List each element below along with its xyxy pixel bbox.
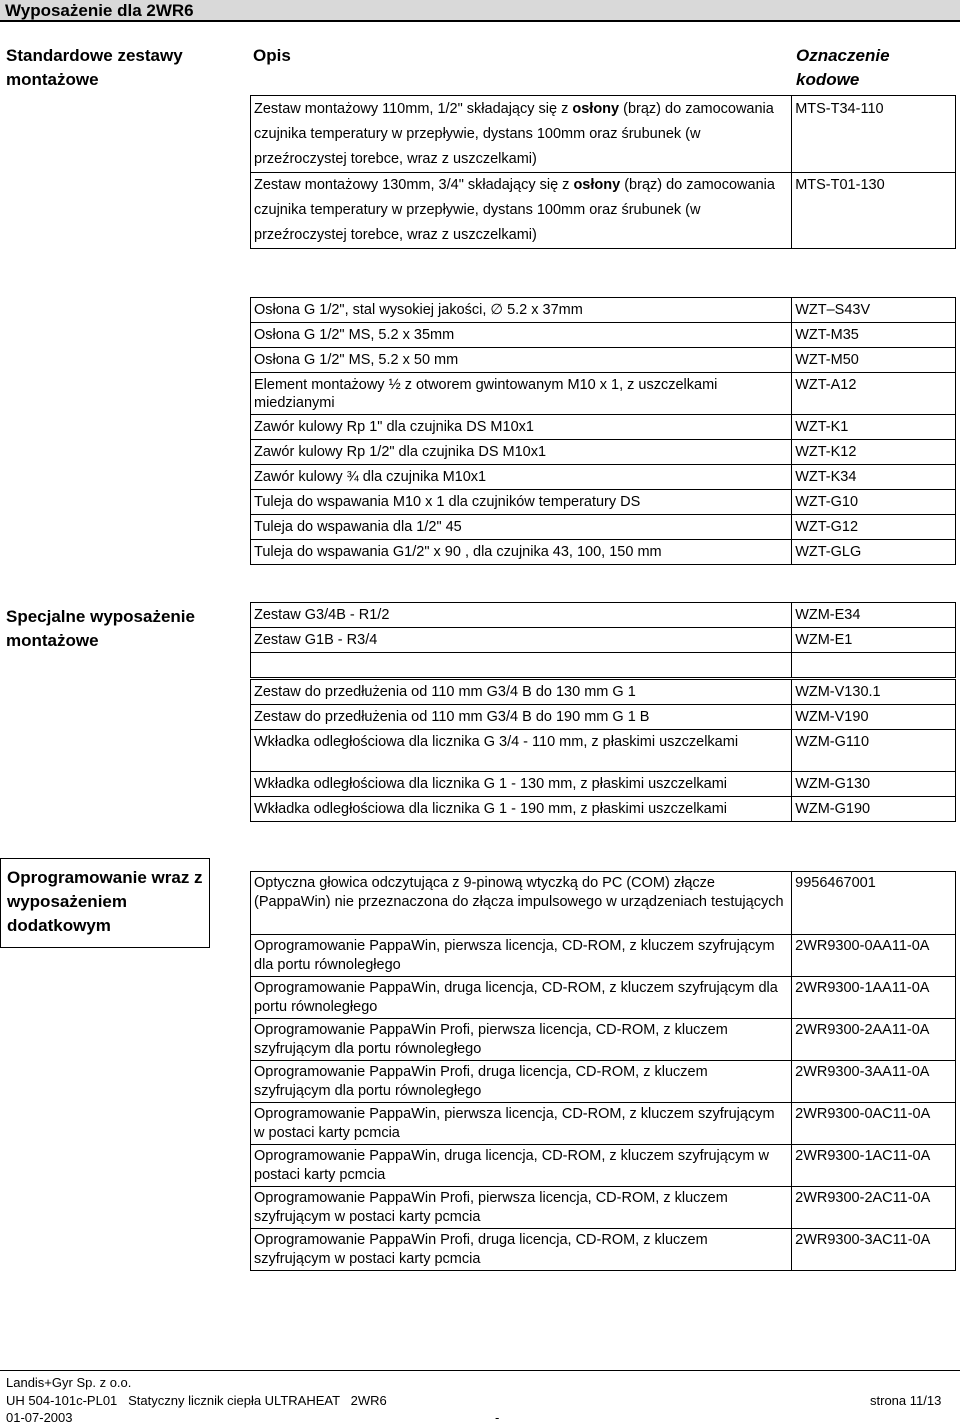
software-desc: Oprogramowanie PappaWin Profi, druga licencja, CD-ROM, z kluczem szyfrującym w postaci karty pcmcia [251, 1229, 792, 1271]
table-row [251, 348, 956, 373]
mounting-set-desc: Zestaw montażowy 130mm, 3/4" składający się z osłony (brąz) do zamocowania czujnika temperatury w przepływie, dystans 100mm oraz śrubunek (w przeźroczystej torebce, wraz z uszczelkami) [251, 173, 792, 249]
table-row [251, 1019, 956, 1061]
accessory-code: WZT-G12 [792, 515, 956, 540]
table-row [251, 515, 956, 540]
accessory-desc: Zawór kulowy Rp 1/2" dla czujnika DS M10x1 [251, 440, 792, 465]
mounting-set-desc: Zestaw montażowy 110mm, 1/2" składający się z osłony (brąz) do zamocowania czujnika temperatury w przepływie, dystans 100mm oraz śrubunek (w przeźroczystej torebce, wraz z uszczelkami) [251, 96, 792, 173]
table-row [251, 872, 956, 935]
table-row [251, 1145, 956, 1187]
software-code: 2WR9300-0AC11-0A [792, 1103, 956, 1145]
accessory-desc: Osłona G 1/2" MS, 5.2 x 50 mm [251, 348, 792, 373]
software-desc: Optyczna głowica odczytująca z 9-pinową wtyczką do PC (COM) złącze (PappaWin) nie przeznaczona do złącza impulsowego w urządzeniach testujących [251, 872, 792, 935]
accessory-desc: Element montażowy ½ z otworem gwintowanym M10 x 1, z uszczelkami miedzianymi [251, 373, 792, 415]
software-code: 9956467001 [792, 872, 956, 935]
table-row [251, 1187, 956, 1229]
accessories-table [250, 297, 956, 565]
software-code: 2WR9300-1AC11-0A [792, 1145, 956, 1187]
mounting-set-code: MTS-T34-110 [792, 96, 956, 173]
footer-doc: UH 504-101c-PL01 Statyczny licznik ciepła ULTRAHEAT 2WR6 [6, 1393, 387, 1408]
software-desc: Oprogramowanie PappaWin, pierwsza licencja, CD-ROM, z kluczem szyfrującym w postaci karty pcmcia [251, 1103, 792, 1145]
table-row [251, 96, 956, 173]
special-set-code: WZM-E1 [792, 628, 956, 653]
table-row [251, 705, 956, 730]
table-row [251, 540, 956, 565]
table-row [251, 373, 956, 415]
mounting-set-code: MTS-T01-130 [792, 173, 956, 249]
table-row [251, 730, 956, 772]
special-sets-table [250, 602, 956, 678]
empty-cell [251, 653, 792, 678]
accessory-code: WZT-K1 [792, 415, 956, 440]
header-code: Oznaczenie kodowe [796, 46, 890, 89]
accessory-desc: Tuleja do wspawania G1/2" x 90 , dla czujnika 43, 100, 150 mm [251, 540, 792, 565]
table-row [251, 603, 956, 628]
table-row [251, 1061, 956, 1103]
software-code: 2WR9300-0AA11-0A [792, 935, 956, 977]
table-row [251, 323, 956, 348]
software-desc: Oprogramowanie PappaWin, pierwsza licencja, CD-ROM, z kluczem szyfrującym dla portu równoległego [251, 935, 792, 977]
accessory-desc: Tuleja do wspawania dla 1/2" 45 [251, 515, 792, 540]
footer-company: Landis+Gyr Sp. z o.o. [6, 1375, 132, 1390]
table-row [251, 797, 956, 822]
special-set-desc: Zestaw G1B - R3/4 [251, 628, 792, 653]
extensions-table [250, 679, 956, 822]
extension-code: WZM-G130 [792, 772, 956, 797]
accessory-code: WZT-K12 [792, 440, 956, 465]
page-title: Wyposażenie dla 2WR6 [0, 0, 960, 22]
table-row [251, 415, 956, 440]
section-software-box [0, 858, 210, 948]
software-code: 2WR9300-2AC11-0A [792, 1187, 956, 1229]
table-row [251, 628, 956, 653]
software-desc: Oprogramowanie PappaWin, druga licencja, CD-ROM, z kluczem szyfrującym dla portu równoległego [251, 977, 792, 1019]
accessory-code: WZT-K34 [792, 465, 956, 490]
extension-code: WZM-V190 [792, 705, 956, 730]
extension-code: WZM-V130.1 [792, 680, 956, 705]
mounting-sets-table [250, 95, 956, 249]
section-software: Oprogramowanie wraz z wyposażeniem dodatkowym [7, 868, 203, 935]
software-desc: Oprogramowanie PappaWin, druga licencja, CD-ROM, z kluczem szyfrującym w postaci karty pcmcia [251, 1145, 792, 1187]
table-row [251, 977, 956, 1019]
table-row [251, 935, 956, 977]
extension-desc: Wkładka odległościowa dla licznika G 3/4 - 110 mm, z płaskimi uszczelkami [251, 730, 792, 772]
extension-desc: Wkładka odległościowa dla licznika G 1 - 130 mm, z płaskimi uszczelkami [251, 772, 792, 797]
accessory-code: WZT-G10 [792, 490, 956, 515]
header-description: Opis [253, 46, 291, 65]
extension-code: WZM-G110 [792, 730, 956, 772]
table-row [251, 772, 956, 797]
footer-dash: - [495, 1410, 500, 1425]
table-row [251, 490, 956, 515]
accessory-code: WZT-A12 [792, 373, 956, 415]
table-row [251, 173, 956, 249]
software-code: 2WR9300-1AA11-0A [792, 977, 956, 1019]
extension-desc: Zestaw do przedłużenia od 110 mm G3/4 B do 190 mm G 1 B [251, 705, 792, 730]
accessory-desc: Osłona G 1/2" MS, 5.2 x 35mm [251, 323, 792, 348]
special-set-code: WZM-E34 [792, 603, 956, 628]
accessory-code: WZT-GLG [792, 540, 956, 565]
accessory-desc: Zawór kulowy Rp 1" dla czujnika DS M10x1 [251, 415, 792, 440]
table-row [251, 298, 956, 323]
section-special-mounting: Specjalne wyposażenie montażowe [6, 607, 195, 650]
table-row [251, 465, 956, 490]
accessory-code: WZT–S43V [792, 298, 956, 323]
table-row [251, 653, 956, 678]
accessory-desc: Osłona G 1/2", stal wysokiej jakości, ∅ 5.2 x 37mm [251, 298, 792, 323]
footer-date: 01-07-2003 [6, 1410, 73, 1425]
extension-code: WZM-G190 [792, 797, 956, 822]
footer-page: strona 11/13 [870, 1393, 942, 1408]
software-desc: Oprogramowanie PappaWin Profi, pierwsza licencja, CD-ROM, z kluczem szyfrującym dla portu równoległego [251, 1019, 792, 1061]
software-table [250, 871, 956, 1271]
empty-cell [792, 653, 956, 678]
accessory-code: WZT-M35 [792, 323, 956, 348]
table-row [251, 680, 956, 705]
extension-desc: Zestaw do przedłużenia od 110 mm G3/4 B do 130 mm G 1 [251, 680, 792, 705]
software-code: 2WR9300-3AA11-0A [792, 1061, 956, 1103]
accessory-desc: Zawór kulowy ¾ dla czujnika M10x1 [251, 465, 792, 490]
software-desc: Oprogramowanie PappaWin Profi, druga licencja, CD-ROM, z kluczem szyfrującym dla portu równoległego [251, 1061, 792, 1103]
table-row [251, 440, 956, 465]
table-row [251, 1103, 956, 1145]
software-code: 2WR9300-3AC11-0A [792, 1229, 956, 1271]
section-standard-sets: Standardowe zestawy montażowe [6, 46, 183, 89]
footer-divider [0, 1370, 960, 1371]
accessory-code: WZT-M50 [792, 348, 956, 373]
accessory-desc: Tuleja do wspawania M10 x 1 dla czujników temperatury DS [251, 490, 792, 515]
software-code: 2WR9300-2AA11-0A [792, 1019, 956, 1061]
software-desc: Oprogramowanie PappaWin Profi, pierwsza licencja, CD-ROM, z kluczem szyfrującym w postaci karty pcmcia [251, 1187, 792, 1229]
table-row [251, 1229, 956, 1271]
special-set-desc: Zestaw G3/4B - R1/2 [251, 603, 792, 628]
extension-desc: Wkładka odległościowa dla licznika G 1 - 190 mm, z płaskimi uszczelkami [251, 797, 792, 822]
